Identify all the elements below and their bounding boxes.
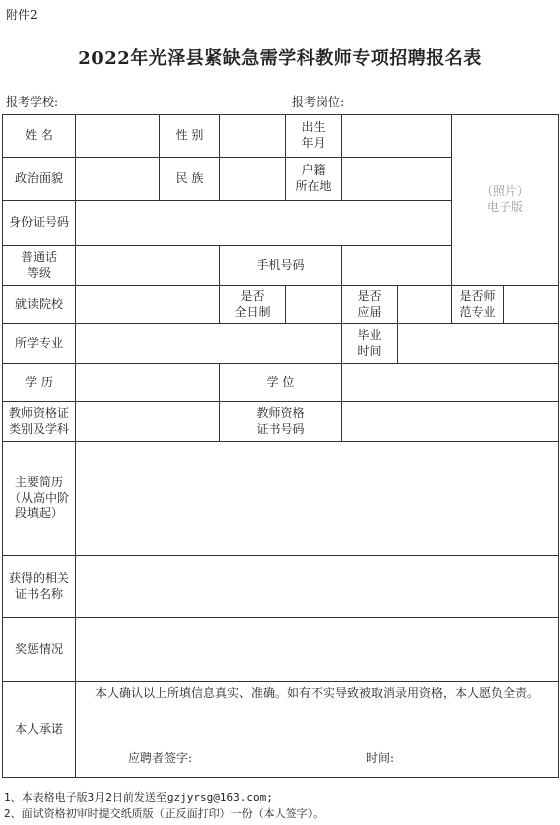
mandarin-field[interactable] [76, 246, 220, 286]
id-number-field[interactable] [76, 201, 452, 246]
footnotes [4, 790, 324, 822]
phone-field[interactable] [342, 246, 452, 286]
footnote-1: 1、本表格电子版3月2日前发送至gzjyrsg@163.com; [4, 791, 273, 804]
phone-label: 手机号码 [220, 246, 342, 286]
education-field[interactable] [76, 364, 220, 402]
fresh-grad-field[interactable] [398, 286, 452, 324]
certificates-label: 获得的相关 证书名称 [3, 556, 76, 618]
politics-label: 政治面貌 [3, 158, 76, 201]
hukou-field[interactable] [342, 158, 452, 201]
photo-placeholder-label: （照片） [481, 184, 530, 199]
fulltime-field[interactable] [286, 286, 342, 324]
ethnicity-field[interactable] [220, 158, 286, 201]
normal-major-label: 是否师 范专业 [452, 286, 504, 324]
cert-type-label: 教师资格证 类别及学科 [3, 402, 76, 442]
certificates-field[interactable] [76, 556, 559, 618]
birth-field[interactable] [342, 115, 452, 158]
rewards-label: 奖惩情况 [3, 618, 76, 682]
resume-label: 主要简历 （从高中阶 段填起） [3, 442, 76, 556]
cert-number-field[interactable] [342, 402, 559, 442]
pledge-cell [76, 682, 559, 778]
pledge-label: 本人承诺 [3, 682, 76, 778]
grad-time-field[interactable] [398, 324, 559, 364]
footnote-2: 2、面试资格初审时提交纸质版（正反面打印）一份（本人签字）。 [4, 806, 325, 820]
gender-label: 性 别 [160, 115, 220, 158]
hukou-label: 户籍 所在地 [286, 158, 342, 201]
pledge-text: 本人确认以上所填信息真实、准确。如有不实导致被取消录用资格，本人愿负全责。 [95, 686, 540, 700]
politics-field[interactable] [76, 158, 160, 201]
birth-label: 出生 年月 [286, 115, 342, 158]
form-title: 2022年光泽县紧缺急需学科教师专项招聘报名表 [78, 48, 482, 69]
cert-type-field[interactable] [76, 402, 220, 442]
signature-label: 应聘者签字: [128, 751, 193, 766]
photo-electronic-label: 电子版 [487, 200, 524, 214]
ethnicity-label: 民 族 [160, 158, 220, 201]
major-field[interactable] [76, 324, 342, 364]
resume-field[interactable] [76, 442, 559, 556]
cert-number-label: 教师资格 证书号码 [220, 402, 342, 442]
grad-time-label: 毕业 时间 [342, 324, 398, 364]
attachment-label: 附件2 [6, 8, 38, 22]
fresh-grad-label: 是否 应届 [342, 286, 398, 324]
applied-post-label: 报考岗位: [292, 95, 345, 109]
photo-box[interactable] [452, 115, 559, 286]
normal-major-field[interactable] [504, 286, 559, 324]
gender-field[interactable] [220, 115, 286, 158]
school-field[interactable] [76, 286, 220, 324]
education-label: 学 历 [3, 364, 76, 402]
name-field[interactable] [76, 115, 160, 158]
school-label: 就读院校 [3, 286, 76, 324]
applied-school-label: 报考学校: [6, 95, 59, 109]
mandarin-label: 普通话 等级 [3, 246, 76, 286]
degree-field[interactable] [342, 364, 559, 402]
rewards-field[interactable] [76, 618, 559, 682]
fulltime-label: 是否 全日制 [220, 286, 286, 324]
major-label: 所学专业 [3, 324, 76, 364]
id-number-label: 身份证号码 [3, 201, 76, 246]
time-label: 时间: [366, 751, 395, 766]
registration-form-table [2, 114, 559, 778]
name-label: 姓 名 [3, 115, 76, 158]
degree-label: 学 位 [220, 364, 342, 402]
